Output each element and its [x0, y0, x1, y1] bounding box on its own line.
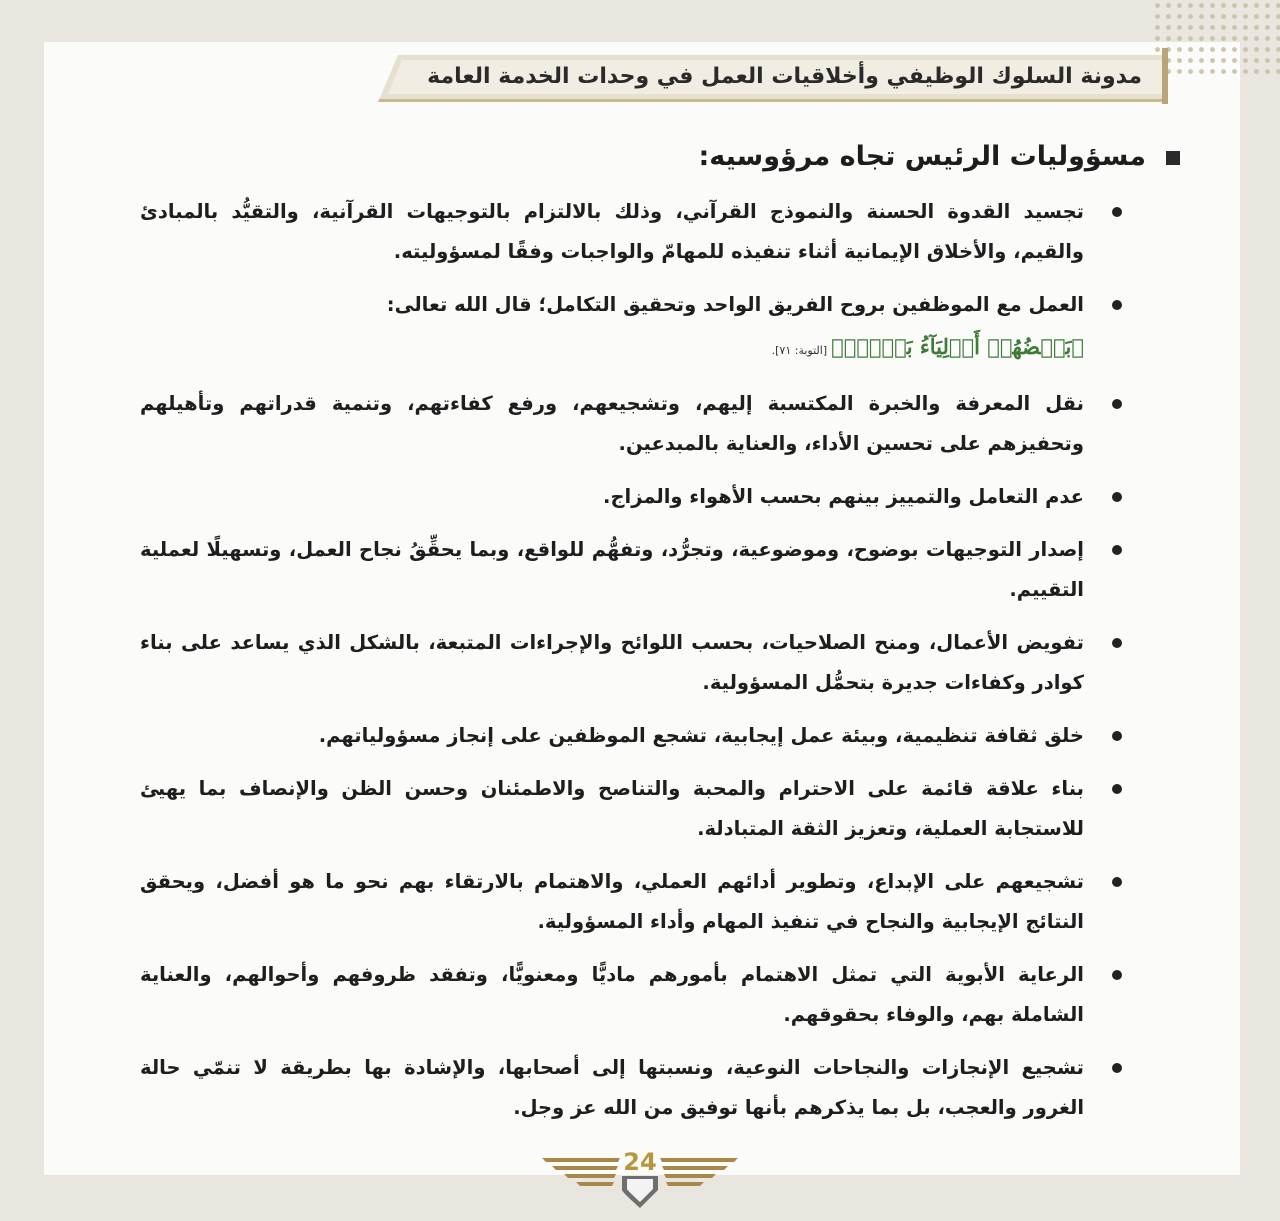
- list-item: [140, 530, 1128, 610]
- list-item-text: إصدار التوجيهات بوضوح، وموضوعية، وتجرُّد، وتفهُّم للواقع، وبما يحقِّقُ نجاح العمل، وتسهيلًا لعملية التقييم.: [140, 538, 1084, 601]
- section-heading-text: مسؤوليات الرئيس تجاه مرؤوسيه:: [698, 141, 1146, 172]
- quran-verse: ﴿بَعۡضُهُمۡ أَوۡلِيَآءُ بَعۡضٖۚ﴾: [831, 334, 1084, 359]
- header-accent-stripe: [1162, 48, 1168, 104]
- list-item-text: تشجيع الإنجازات والنجاحات النوعية، ونسبتها إلى أصحابها، والإشادة بها بطريقة لا تنمّي حالة الغرور والعجب، بل بما يذكرهم بأنها توفيق من الله عز وجل.: [140, 1056, 1084, 1119]
- bullet-icon: [1112, 207, 1122, 217]
- list-item-text: العمل مع الموظفين بروح الفريق الواحد وتحقيق التكامل؛ قال الله تعالى:: [386, 293, 1084, 316]
- dotted-decoration: [1152, 0, 1280, 80]
- bullet-icon: [1112, 638, 1122, 648]
- bullet-icon: [1112, 784, 1122, 794]
- bullet-icon: [1112, 1063, 1122, 1073]
- list-item-text: عدم التعامل والتمييز بينهم بحسب الأهواء والمزاج.: [603, 485, 1084, 508]
- list-item: [140, 477, 1128, 517]
- quran-reference: [التوبة: ٧١].: [771, 344, 828, 357]
- bullet-icon: [1112, 300, 1122, 310]
- page-number-emblem: [538, 1146, 742, 1210]
- list-item: [140, 1048, 1128, 1128]
- list-item-text: خلق ثقافة تنظيمية، وبيئة عمل إيجابية، تشجع الموظفين على إنجاز مسؤولياتهم.: [318, 724, 1084, 747]
- list-item-text: تشجيعهم على الإبداع، وتطوير أدائهم العملي، والاهتمام بالارتقاء بهم نحو ما هو أفضل، ويحقق النتائج الإيجابية والنجاح في تنفيذ المهام وأداء المسؤولية.: [140, 870, 1084, 933]
- list-item: [140, 192, 1128, 272]
- page-number: 24: [623, 1148, 657, 1176]
- list-item: [140, 716, 1128, 756]
- bullet-icon: [1112, 492, 1122, 502]
- section-heading: [480, 138, 1180, 176]
- list-item-text: نقل المعرفة والخبرة المكتسبة إليهم، وتشجيعهم، ورفع كفاءتهم، وتنمية قدراتهم وتأهيلهم وتحفيزهم على تحسين الأداء، والعناية بالمبدعين.: [140, 392, 1084, 455]
- bullet-icon: [1112, 877, 1122, 887]
- list-item: [140, 384, 1128, 464]
- list-item: [140, 285, 1128, 371]
- bullet-icon: [1112, 731, 1122, 741]
- list-item: [140, 862, 1128, 942]
- quran-verse-line: [140, 327, 1084, 371]
- list-item-text: بناء علاقة قائمة على الاحترام والمحبة والتناصح والاطمئنان وحسن الظن والإنصاف بما يهيئ للاستجابة العملية، وتعزيز الثقة المتبادلة.: [140, 777, 1084, 840]
- bullet-icon: [1112, 399, 1122, 409]
- responsibilities-list: [140, 192, 1128, 1141]
- square-bullet-icon: [1166, 151, 1180, 165]
- bullet-icon: [1112, 545, 1122, 555]
- list-item: [140, 623, 1128, 703]
- bullet-icon: [1112, 970, 1122, 980]
- list-item-text: تفويض الأعمال، ومنح الصلاحيات، بحسب اللوائح والإجراءات المتبعة، بالشكل الذي يساعد على بناء كوادر وكفاءات جديرة بتحمُّل المسؤولية.: [140, 631, 1084, 694]
- list-item-text: الرعاية الأبوية التي تمثل الاهتمام بأمورهم ماديًّا ومعنويًّا، وتفقد ظروفهم وأحوالهم، والعناية الشاملة بهم، والوفاء بحقوقهم.: [140, 963, 1084, 1026]
- document-title: مدونة السلوك الوظيفي وأخلاقيات العمل في وحدات الخدمة العامة: [427, 64, 1142, 89]
- list-item: [140, 769, 1128, 849]
- list-item-text: تجسيد القدوة الحسنة والنموذج القرآني، وذلك بالالتزام بالتوجيهات القرآنية، والتقيُّد بالمبادئ والقيم، والأخلاق الإيمانية أثناء تنفيذه للمهامّ والواجبات وفقًا لمسؤوليته.: [140, 200, 1084, 263]
- list-item: [140, 955, 1128, 1035]
